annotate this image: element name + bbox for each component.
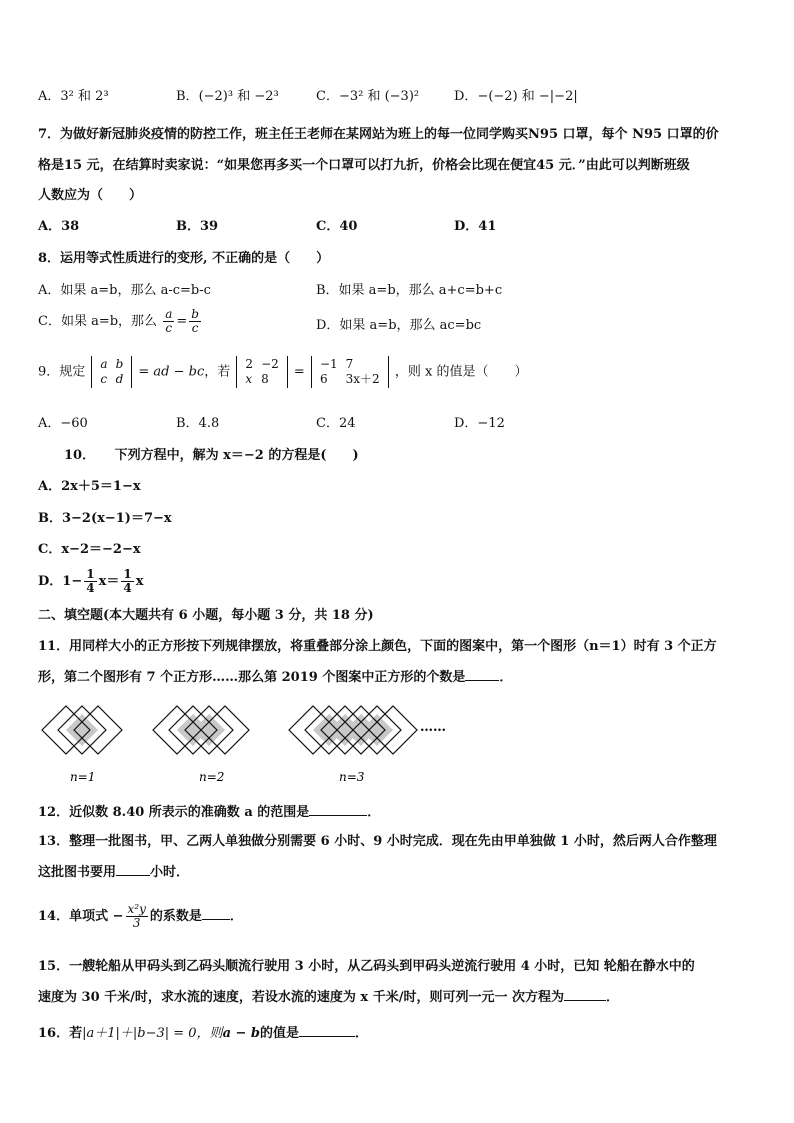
q9-determinant-right: −1 7 6 3x＋2 (311, 356, 389, 388)
q10-option-a: A．2x＋5＝1−x (38, 479, 141, 494)
q6-option-a: A．3² 和 2³ (38, 89, 109, 104)
q6-option-b: B．(−2)³ 和 −2³ (176, 89, 279, 104)
q11-square-pattern-figure (0, 695, 794, 795)
q14-answer-blank (202, 907, 230, 920)
q11-line-1: 11．用同样大小的正方形按下列规律摆放，将重叠部分涂上颜色，下面的图案中，第一个图形（n＝1）时有 3 个正方 (38, 639, 717, 654)
pattern-ellipsis: …… (420, 720, 446, 735)
q6-option-c: C．−3² 和 (−3)² (316, 89, 420, 104)
q9-determinant-definition: a b c d (91, 356, 132, 388)
q7-option-a: A．38 (38, 219, 80, 234)
q8-option-b: B．如果 a=b，那么 a+c=b+c (316, 283, 503, 298)
q10-option-c: C．x−2＝−2−x (38, 542, 141, 557)
pattern-n2 (153, 706, 249, 754)
q10-d-fraction-left: $\frac{1}{4}$ (86, 567, 95, 595)
q9-option-a: A．−60 (38, 416, 88, 431)
q13-line-1: 13．整理一批图书，甲、乙两人单独做分别需要 6 小时、9 小时完成．现在先由甲单独做 1 小时，然后两人合作整理 (38, 834, 717, 849)
q11-line-2: 形，第二个图形有 7 个正方形……那么第 2019 个图案中正方形的个数是 ． (38, 670, 513, 685)
q9-option-c: C．24 (316, 416, 356, 431)
pattern-n3 (289, 706, 417, 754)
q15-line-1: 15．一艘轮船从甲码头到乙码头顺流行驶用 3 小时，从乙码头到甲码头逆流行驶用 4 小时，已知 轮船在静水中的 (38, 959, 695, 974)
q7-line-3: 人数应为（ ） (38, 188, 143, 203)
q7-line-2: 格是15 元，在结算时卖家说：“如果您再多买一个口罩可以打九折，价格会比现在便宜45 元．”由此可以判断班级 (38, 158, 690, 173)
q7-option-b: B．39 (176, 219, 219, 234)
q8-c-fraction-right: $\frac{b}{c}$ (191, 307, 199, 335)
q15-line-2: 速度为 30 千米/时，求水流的速度，若设水流的速度为 x 千米/时，则可列一元一 次方程为 ． (38, 990, 619, 1005)
q13-answer-blank (116, 863, 150, 876)
q9-option-d: D．−12 (454, 416, 505, 431)
q10-option-d: D．1− $\frac{1}{4}$ x＝ $\frac{1}{4}$ x (38, 567, 144, 595)
q10-option-b: B．3−2(x−1)＝7−x (38, 511, 172, 526)
q7-line-1: 7．为做好新冠肺炎疫情的防控工作，班主任王老师在某网站为班上的每一位同学购买N95 口罩，每个 N95 口罩的价 (38, 127, 719, 142)
q8-option-a: A．如果 a=b，那么 a-c=b-c (38, 283, 211, 298)
q8-stem: 8．运用等式性质进行的变形, 不正确的是（ ） (38, 251, 330, 266)
q14: 14．单项式 − $\frac{\text{x²y}}{3}$ 的系数是 ． (38, 902, 243, 930)
q10-stem: 10． 下列方程中，解为 x＝−2 的方程是( ) (64, 448, 359, 463)
q8-option-d: D．如果 a=b，那么 ac=bc (316, 318, 482, 333)
q7-option-d: D．41 (454, 219, 497, 234)
q11-answer-blank (465, 668, 499, 681)
q8-c-fraction-left: $\frac{a}{c}$ (165, 307, 173, 335)
label-n3: n=3 (339, 770, 365, 784)
q8-option-c: C．如果 a=b，那么 $\frac{a}{c}$ = $\frac{b}{c}$ (38, 307, 199, 335)
q16: 16．若|a＋1|＋|b−3| = 0，则a − b的值是 ． (38, 1026, 369, 1041)
q10-d-fraction-right: $\frac{1}{4}$ (123, 567, 132, 595)
q12-answer-blank (309, 803, 367, 816)
q9-stem: 9．规定 a b c d = ad − bc，若 2 −2 x 8 = −1 7 6 3x＋2 ，则 x 的值是（ ） (38, 357, 528, 386)
label-n1: n=1 (70, 770, 96, 784)
q15-answer-blank (564, 988, 606, 1001)
q9-option-b: B．4.8 (176, 416, 220, 431)
label-n2: n=2 (199, 770, 225, 784)
section-fill-in-heading: 二、填空题(本大题共有 6 小题，每小题 3 分，共 18 分) (38, 608, 374, 623)
q9-determinant-left: 2 −2 x 8 (236, 356, 287, 388)
q12: 12．近似数 8.40 所表示的准确数 a 的范围是 ． (38, 805, 381, 820)
q14-fraction: $\frac{\text{x²y}}{3}$ (127, 902, 146, 930)
q13-line-2: 这批图书要用 小时． (38, 865, 190, 880)
q6-option-d: D．−(−2) 和 −|−2| (454, 89, 578, 104)
q7-option-c: C．40 (316, 219, 358, 234)
q16-answer-blank (299, 1024, 355, 1037)
pattern-n1 (42, 706, 122, 754)
